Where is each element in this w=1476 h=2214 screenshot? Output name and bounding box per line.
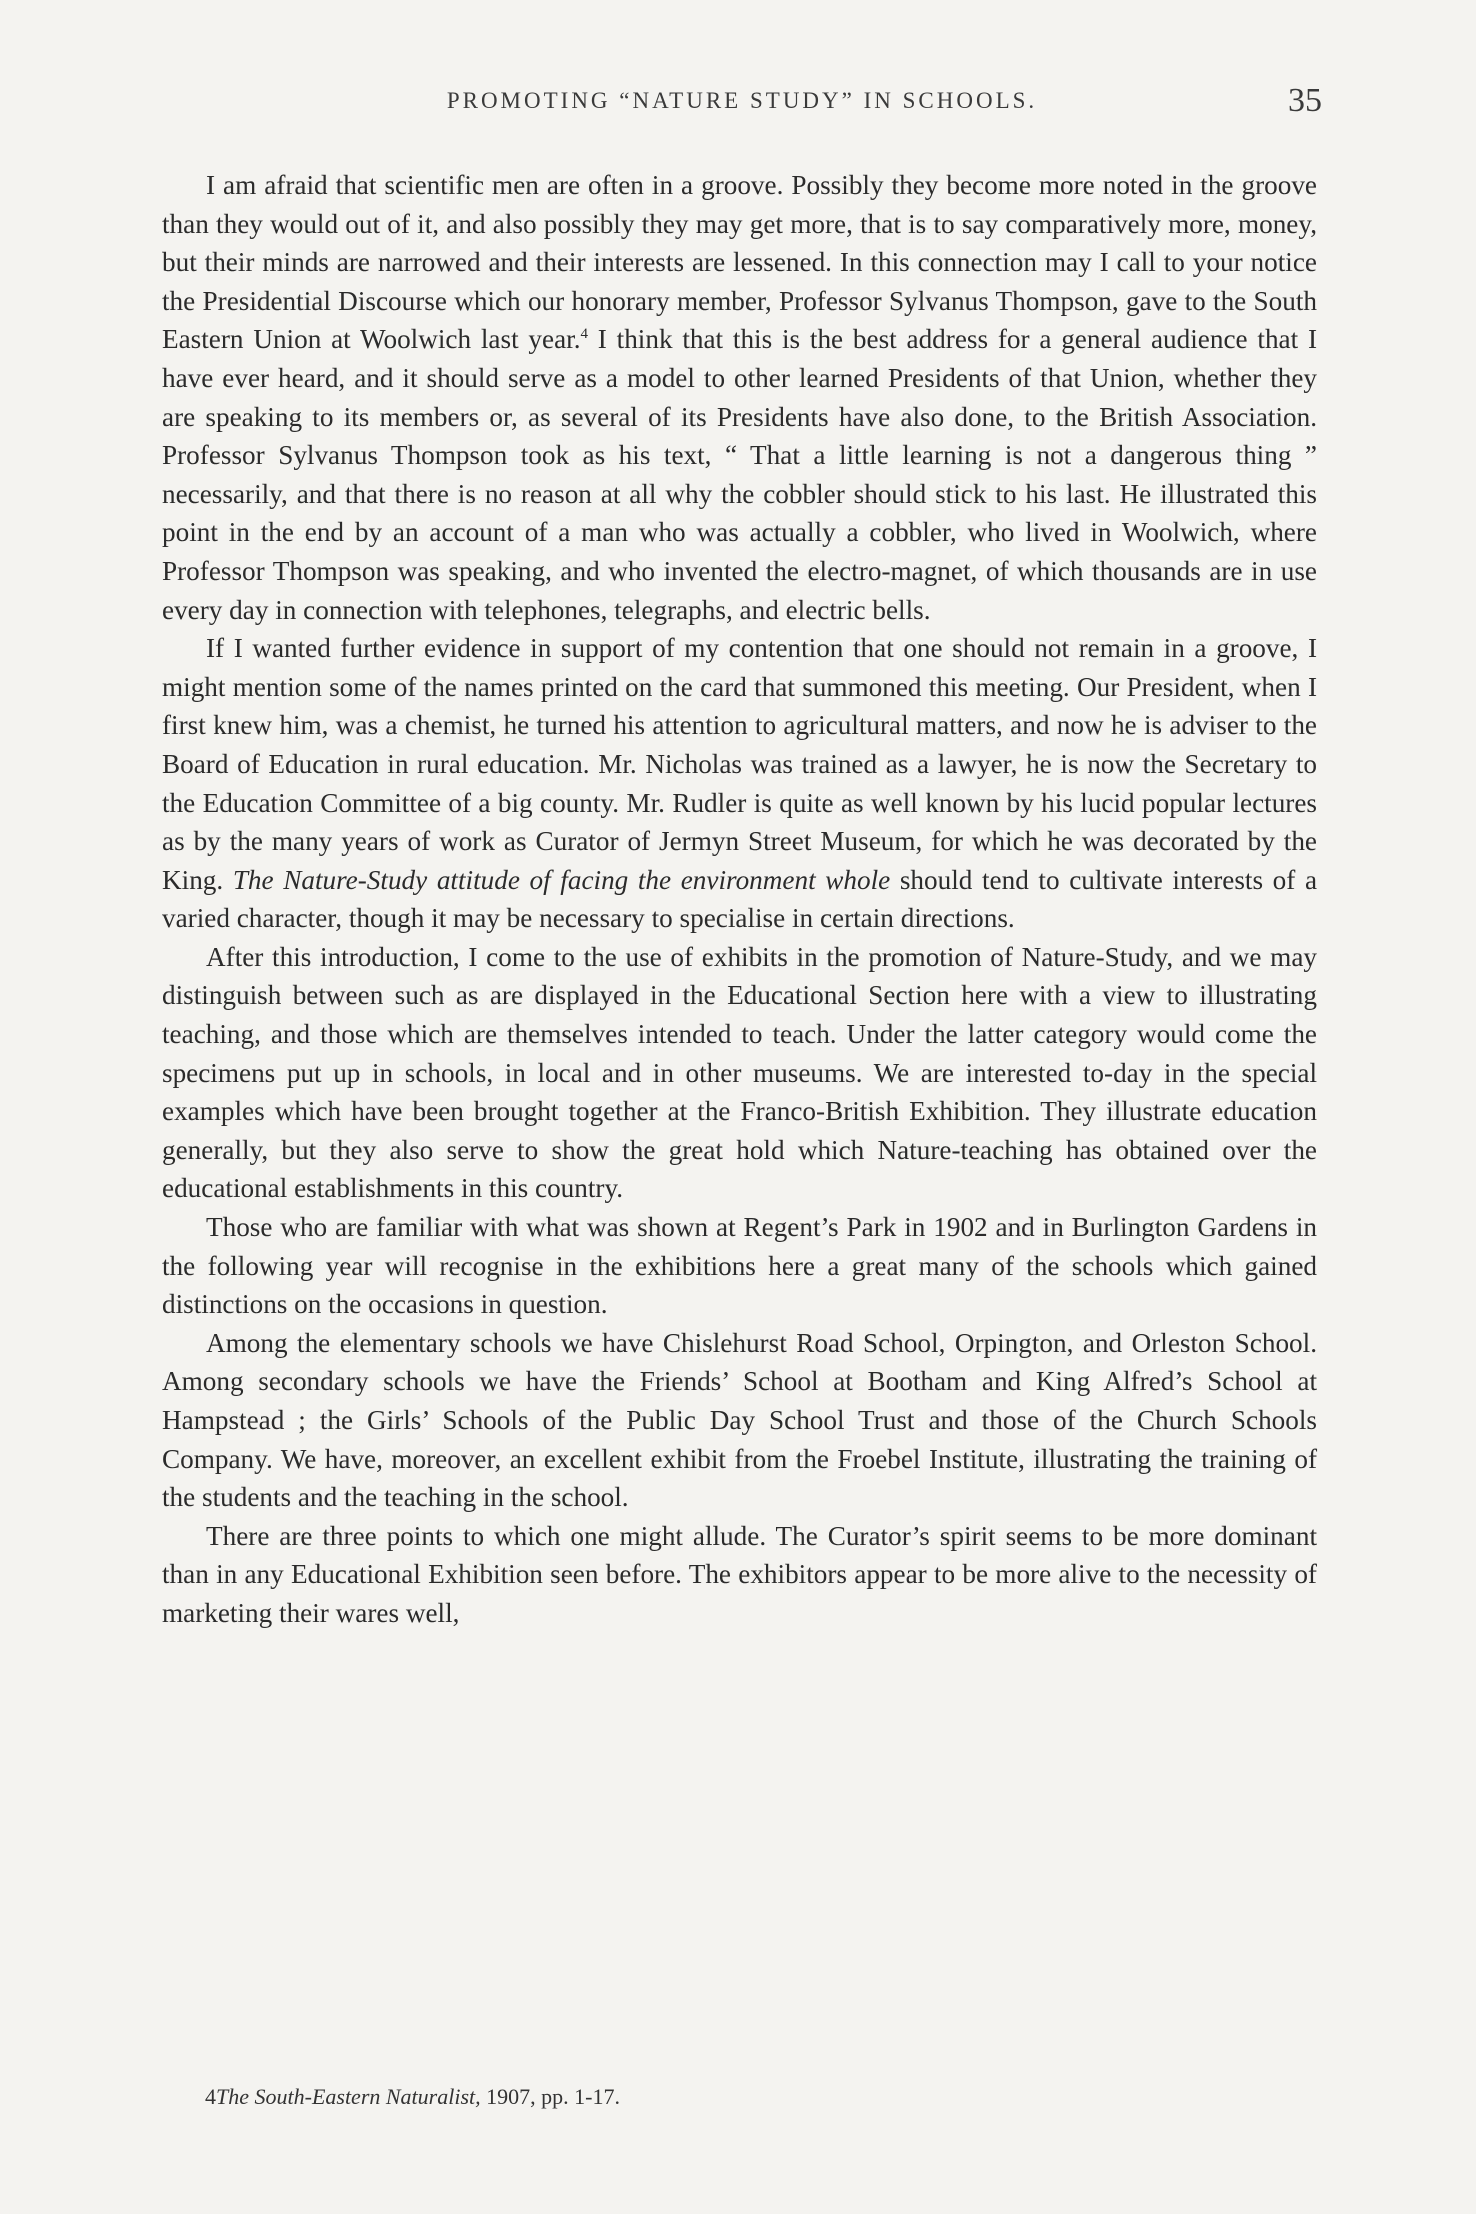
paragraph: Those who are familiar with what was shown at Regent’s Park in 1902 and in Burlington Gardens in the following year will recognise in the exhibitions here a great many of the schools which gained distinctions on the occasions in question. <box>162 1212 1317 1320</box>
paragraph-text: should tend to cultivate interests of a varied character, though it may be necessary to specialise in certain directions. <box>162 864 1318 934</box>
page-number: 35 <box>1288 82 1322 119</box>
paragraph-text: I think that this is the best address for a general audience that I have ever heard, and it should serve as a model to other learned Presidents of that Union, whether they are speaking to its members or, as several of its Presidents have also done, to the British Association. Professor Sylvanus Thompson took as his text, “ That a little learning is not a dangerous thing ” necessarily, and that there is no reason at all why the cobbler should stick to his last. He illustrated this point in the end by an account of a man who was actually a cobbler, who lived in Woolwich, where Professor Thompson was speaking, and who invented the electro-magnet, of which thousands are in use every day in connection with telephones, telegraphs, and electric bells. <box>162 324 1318 625</box>
paragraph: There are three points to which one might allude. The Curator’s spirit seems to be more dominant than in any Educational Exhibition seen before. The exhibitors appear to be more alive to the necessity of marketing their wares well, <box>162 1520 1317 1628</box>
italic-phrase: The Nature-Study attitude of facing the environment whole <box>232 864 891 895</box>
running-head <box>162 82 1322 126</box>
footnote <box>205 2084 620 2110</box>
footnote-mark: 4 <box>205 2084 216 2109</box>
paragraph: Among the elementary schools we have Chislehurst Road School, Orpington, and Orleston School. Among secondary schools we have the Friends’ School at Bootham and King Alfred’s School at Hampstead ; the Girls’ Schools of the Public Day School Trust and those of the Church Schools Company. We have, moreover, an excellent exhibit from the Froebel Institute, illustrating the training of the students and the teaching in the school. <box>162 1327 1317 1513</box>
footnote-title: The South-Eastern Naturalist, <box>216 2084 481 2109</box>
footnote-reference: 4 <box>580 326 589 343</box>
paragraph <box>162 629 1317 938</box>
paragraph-text: If I wanted further evidence in support of my contention that one should not remain in a groove, I might mention some of the names printed on the card that summoned this meeting. Our President, when I first knew him, was a chemist, he turned his attention to agricultural matters, and now he is adviser to the Board of Education in rural education. Mr. Nicholas was trained as a lawyer, he is now the Secretary to the Education Committee of a big county. Mr. Rudler is quite as well known by his lucid popular lectures as by the many years of work as Curator of Jermyn Street Museum, for which he was decorated by the King. <box>162 633 1317 895</box>
paragraph-text: I am afraid that scientific men are often in a groove. Possibly they become more noted in the groove than they would out of it, and also possibly they may get more, that is to say comparatively more, money, but their minds are narrowed and their interests are lessened. In this connection may I call to your notice the Presidential Discourse which our honorary member, Professor Sylvanus Thompson, gave to the South Eastern Union at Woolwich last year. <box>162 170 1317 355</box>
footnote-text: 1907, pp. 1-17. <box>480 2084 620 2109</box>
paragraph: After this introduction, I come to the use of exhibits in the promotion of Nature-Study, and we may distinguish between such as are displayed in the Educational Section here with a view to illustrating teaching, and those which are themselves intended to teach. Under the latter category would come the specimens put up in schools, in local and in other museums. We are interested to-day in the special examples which have been brought together at the Franco-British Exhibition. They illustrate education generally, but they also serve to show the great hold which Nature-teaching has obtained over the educational establishments in this country. <box>162 941 1317 1204</box>
body-text <box>162 166 1317 1633</box>
paragraph <box>162 166 1317 629</box>
running-title: PROMOTING “NATURE STUDY” IN SCHOOLS. <box>446 88 1038 113</box>
